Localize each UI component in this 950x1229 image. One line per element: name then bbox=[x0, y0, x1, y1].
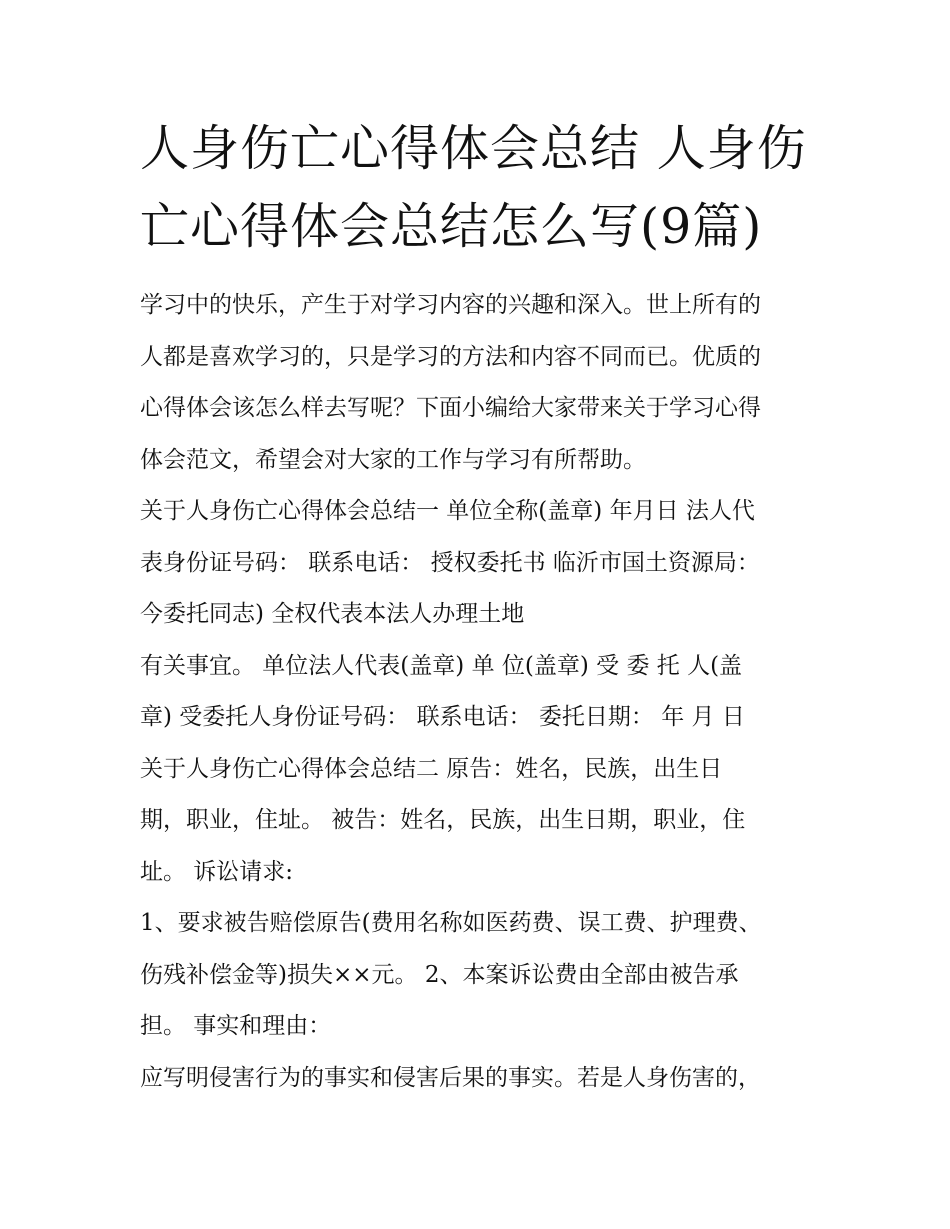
body-line-10: 关于人身伤亡心得体会总结二 原告：姓名，民族，出生日 bbox=[140, 755, 723, 782]
document-body bbox=[140, 280, 820, 1104]
body-line-12: 址。 诉讼请求: bbox=[140, 858, 294, 885]
body-line-4: 体会范文，希望会对大家的工作与学习有所帮助。 bbox=[140, 446, 646, 473]
body-line-13: 1、要求被告赔偿原告(费用名称如医药费、误工费、护理费、 bbox=[140, 910, 762, 936]
body-line-16: 应写明侵害行为的事实和侵害后果的事实。若是人身伤害的， bbox=[140, 1064, 761, 1091]
body-line-3: 心得体会该怎么样去写呢？下面小编给大家带来关于学习心得 bbox=[140, 395, 761, 421]
body-line-2: 人都是喜欢学习的，只是学习的方法和内容不同而已。优质的 bbox=[140, 343, 761, 370]
document-page bbox=[140, 110, 820, 1104]
body-line-5: 关于人身伤亡心得体会总结一 单位全称(盖章) 年月日 法人代 bbox=[140, 498, 755, 524]
body-line-1: 学习中的快乐，产生于对学习内容的兴趣和深入。世上所有的 bbox=[140, 292, 761, 318]
title-line-1: 人身伤亡心得体会总结 人身伤 bbox=[140, 120, 807, 177]
body-line-15: 担。 事实和理由： bbox=[140, 1013, 332, 1039]
title-line-2: 亡心得体会总结怎么写(9篇) bbox=[140, 198, 763, 255]
body-line-8: 有关事宜。 单位法人代表(盖章) 单 位(盖章) 受 委 托 人(盖 bbox=[140, 652, 743, 679]
body-line-9: 章) 受委托人身份证号码： 联系电话： 委托日期： 年 月 日 bbox=[140, 704, 745, 730]
body-line-7: 今委托同志) 全权代表本法人办理土地 bbox=[140, 601, 525, 627]
body-line-6: 表身份证号码： 联系电话： 授权委托书 临沂市国土资源局： bbox=[140, 549, 760, 576]
body-line-14: 伤残补偿金等)损失××元。 2、本案诉讼费由全部由被告承 bbox=[140, 961, 739, 988]
body-line-11: 期，职业，住址。 被告：姓名，民族，出生日期，职业，住 bbox=[140, 807, 746, 833]
document-title bbox=[140, 110, 820, 266]
